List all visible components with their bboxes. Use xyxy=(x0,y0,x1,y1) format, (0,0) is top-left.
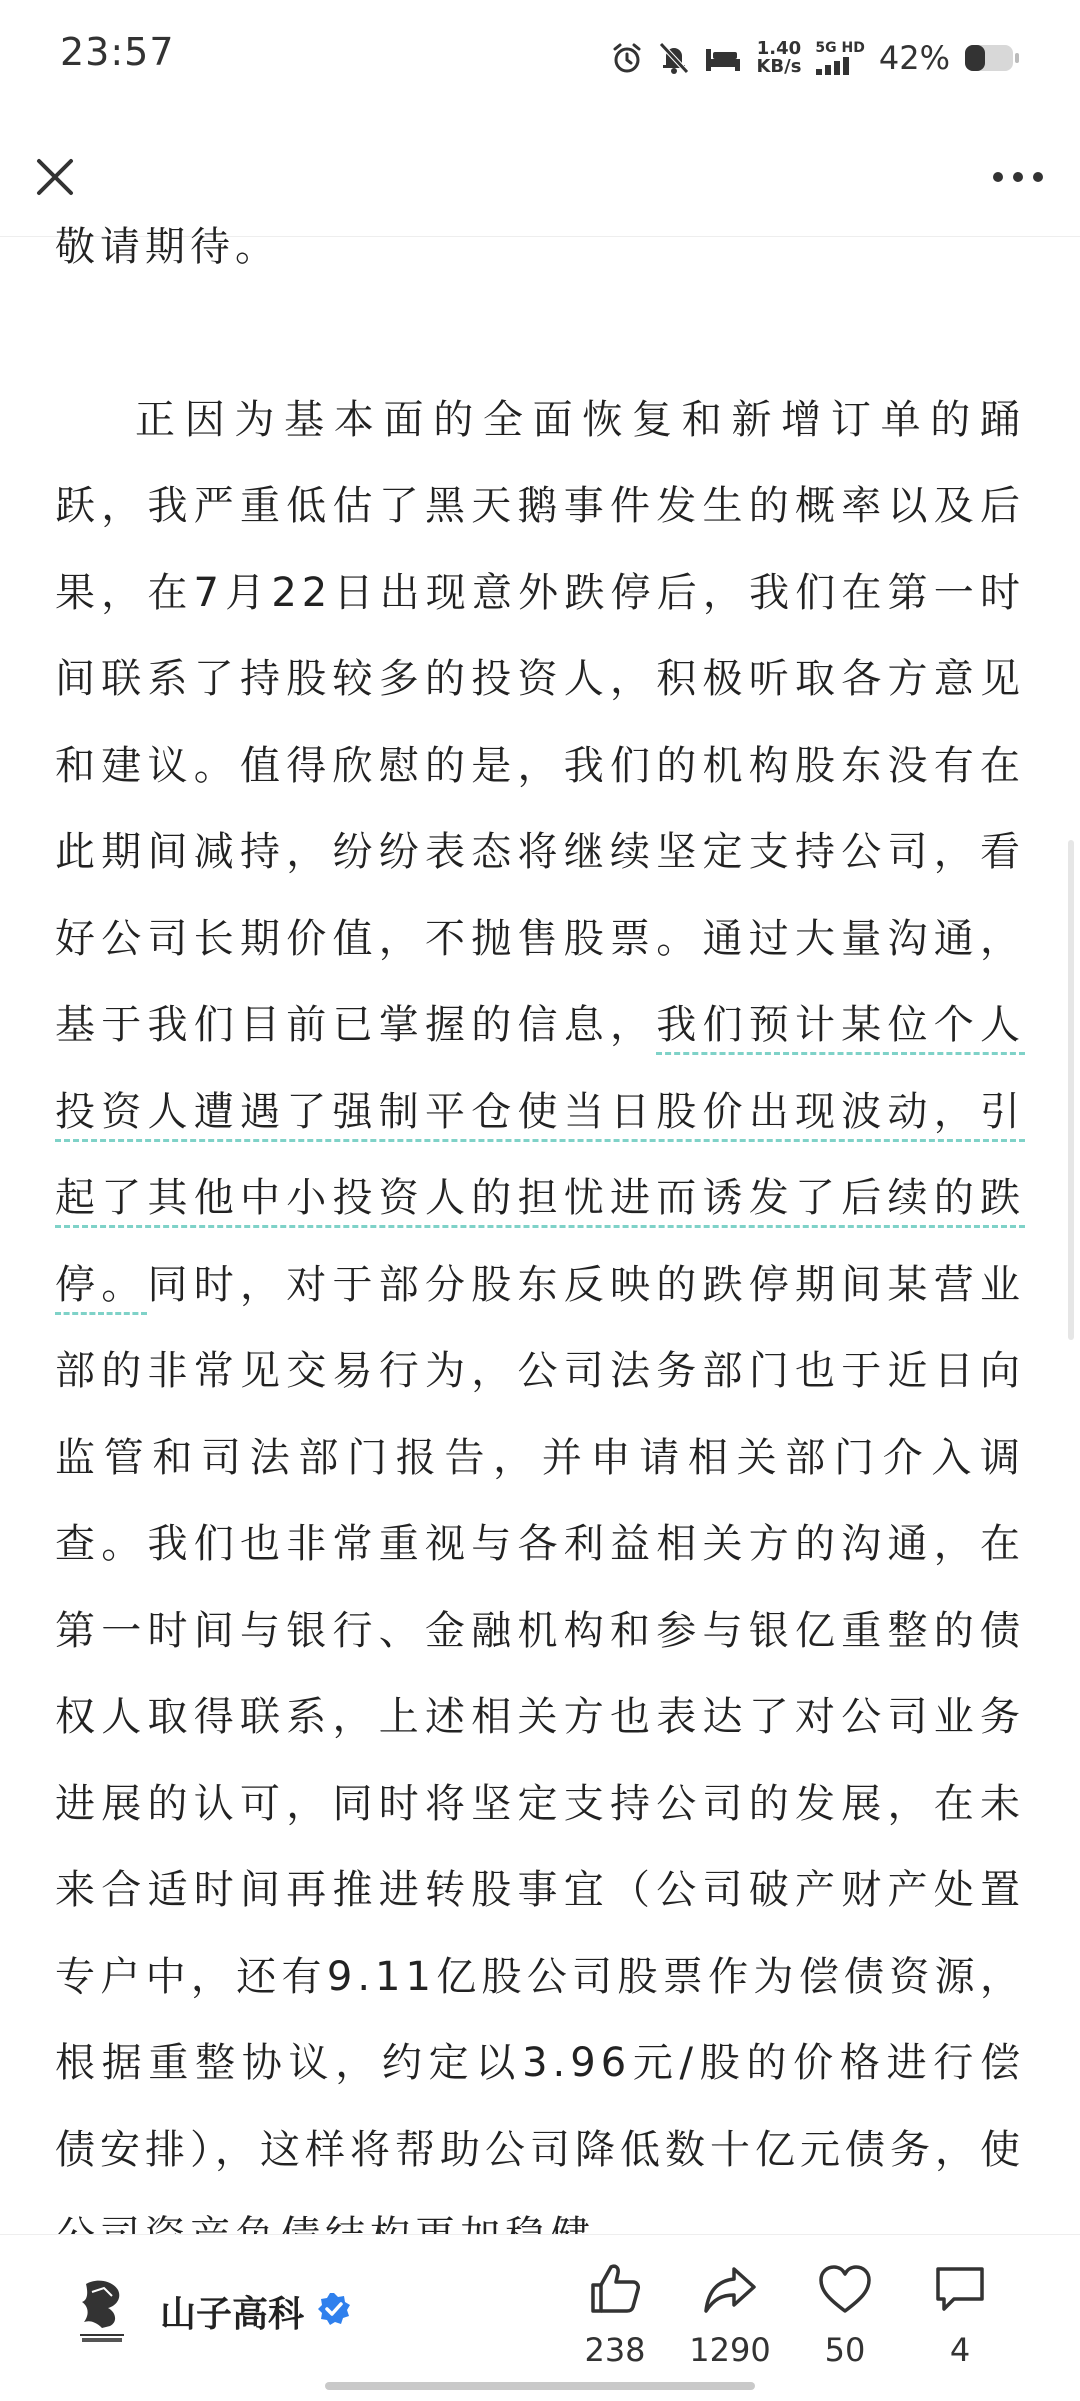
close-icon xyxy=(33,155,77,199)
share-icon xyxy=(702,2261,758,2317)
highlighted-text[interactable]: 我们预计某位个人投资人遭遇了强制平仓使当日股价出现波动，引起了其他中小投资人的担忧进而诱发了后续的跌停。 xyxy=(55,1002,1025,1308)
article-paragraph xyxy=(55,377,1025,2280)
verified-badge-icon xyxy=(316,2291,352,2331)
comment-icon xyxy=(932,2261,988,2317)
home-indicator[interactable] xyxy=(325,2382,755,2390)
status-bar xyxy=(0,0,1080,120)
alarm-icon xyxy=(610,41,644,75)
share-count: 1290 xyxy=(689,2331,771,2369)
author-logo-icon xyxy=(72,2276,132,2346)
network-speed-unit: KB/s xyxy=(756,56,802,77)
article-body xyxy=(55,224,1025,2234)
network-type: 5G HD xyxy=(815,40,865,56)
paragraph-text: 正因为基本面的全面恢复和新增订单的踊跃，我严重低估了黑天鹅事件发生的概率以及后果，在7月22日出现意外跌停后，我们在第一时间联系了持股较多的投资人，积极听取各方意见和建议。值得欣慰的是，我们的机构股东没有在此期间减持，纷纷表态将继续坚定支持公司，看好公司长期价值，不抛售股票。通过大量沟通，基于我们目前已掌握的信息， xyxy=(55,396,1025,1048)
author-profile[interactable] xyxy=(70,2275,352,2347)
network-indicator xyxy=(815,41,864,75)
action-bar xyxy=(560,2261,1030,2381)
signal-icon xyxy=(815,55,855,75)
status-icons xyxy=(610,34,1020,82)
more-icon xyxy=(990,170,1046,184)
avatar[interactable] xyxy=(70,2275,134,2347)
article-paragraph: 敬请期待。 xyxy=(55,224,280,270)
thumbs-up-icon xyxy=(587,2261,643,2317)
share-button[interactable] xyxy=(675,2261,785,2369)
network-speed-value: 1.40 xyxy=(756,38,802,59)
battery-icon xyxy=(964,43,1020,73)
network-speed xyxy=(756,40,801,76)
favorite-button[interactable] xyxy=(790,2261,900,2369)
bottom-bar xyxy=(0,2234,1080,2401)
like-count: 238 xyxy=(584,2331,646,2369)
close-button[interactable] xyxy=(22,144,88,210)
favorite-count: 50 xyxy=(824,2331,866,2369)
author-name[interactable]: 山子高科 xyxy=(160,2293,305,2335)
comment-count: 4 xyxy=(949,2331,971,2369)
battery-percent: 42% xyxy=(878,39,950,77)
heart-icon xyxy=(817,2261,873,2317)
status-time: 23:57 xyxy=(60,30,175,74)
paragraph-text: 同时，对于部分股东反映的跌停期间某营业部的非常见交易行为，公司法务部门也于近日向监管和司法部门报告，并申请相关部门介入调查。我们也非常重视与各利益相关方的沟通，在第一时间与银行、金融机构和参与银亿重整的债权人取得联系，上述相关方也表达了对公司业务进展的认可，同时将坚定支持公司的发展，在未来合适时间再推进转股事宜（公司破产财产处置专户中，还有9.11亿股公司股票作为偿债资源，根据重整协议，约定以3.96元/股的价格进行偿债安排），这样将帮助公司降低数十亿元债务，使 xyxy=(55,1261,1025,2173)
bed-icon xyxy=(704,43,742,73)
more-options-button[interactable] xyxy=(978,144,1058,210)
comment-button[interactable] xyxy=(905,2261,1015,2369)
mute-bell-icon xyxy=(658,41,690,75)
like-button[interactable] xyxy=(560,2261,670,2369)
scrollbar[interactable] xyxy=(1068,840,1074,1340)
